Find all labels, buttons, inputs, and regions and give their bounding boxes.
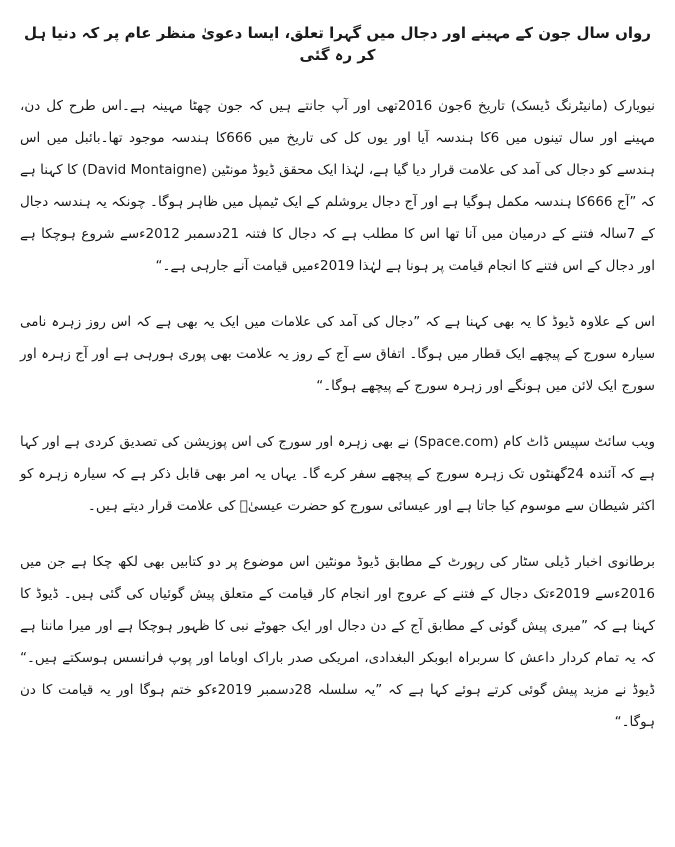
article-title: رواں سال جون کے مہینے اور دجال میں گہرا تعلق، ایسا دعویٰ منظر عام پر کہ دنیا ہل کر رہ گئی: [23, 24, 652, 64]
article-paragraph: نیویارک (مانیٹرنگ ڈیسک) تاریخ 6جون 2016تھی اور آپ جانتے ہیں کہ جون چھٹا مہینہ ہے۔اس طرح کل دن، مہینے اور سال تینوں میں 6کا ہندسہ آیا اور یوں کل کی تاریخ میں 666کا ہندسہ موجود تھا۔بائبل میں اس ہندسے کو دجال کی آمد کی علامت قرار دیا گیا ہے، لہٰذا ایک محقق ڈیوڈ مونٹین (David Montaigne) کا کہنا ہے کہ ”آج 666کا ہندسہ مکمل ہوگیا ہے اور آج دجال یروشلم کے ایک ٹیمپل میں ظاہر ہوگا۔ چونکہ یہ ہندسہ دجال کے 7سالہ فتنے کے درمیان میں آنا تھا اس کا مطلب ہے کہ دجال کا فتنہ 21دسمبر 2012ءسے شروع ہوچکا ہے اور دجال کے اس فتنے کا انجام قیامت پر ہونا ہے لہٰذا 2019ءمیں قیامت آنے جارہی ہے۔“: [20, 98, 655, 274]
article-paragraph: ویب سائٹ سپیس ڈاٹ کام (Space.com) نے بھی زہرہ اور سورج کی اس پوزیشن کی تصدیق کردی ہے اور کہا ہے کہ آئندہ 24گھنٹوں تک زہرہ سورج کے پیچھے سفر کرے گا۔ یہاں یہ امر بھی قابل ذکر ہے کہ سیارہ زہرہ کو اکثر شیطان سے موسوم کیا جاتا ہے اور عیسائی سورج کو حضرت عیسیٰؑ کی علامت قرار دیتے ہیں۔: [20, 434, 656, 514]
article-paragraph: اس کے علاوہ ڈیوڈ کا یہ بھی کہنا ہے کہ ”دجال کی آمد کی علامات میں ایک یہ بھی ہے کہ اس روز زہرہ نامی سیارہ سورج کے پیچھے ایک قطار میں ہوگا۔ اتفاق سے آج کے روز یہ علامت بھی پوری ہورہی ہے اور آج زہرہ اور سورج ایک لائن میں ہونگے اور زہرہ سورج کے پیچھے ہوگا۔“: [20, 314, 655, 394]
article-paragraph: برطانوی اخبار ڈیلی سٹار کی رپورٹ کے مطابق ڈیوڈ مونٹین اس موضوع پر دو کتابیں بھی لکھ چکا ہے جن میں 2016ءسے 2019ءتک دجال کے فتنے کے عروج اور انجام کار قیامت کے متعلق پیش گوئیاں کی گئی ہیں۔ ڈیوڈ کا کہنا ہے کہ ”میری پیش گوئی کے مطابق آج کے دن دجال اور ایک جھوٹے نبی کا ظہور ہوچکا ہے اور میرا ماننا ہے کہ یہ تمام کردار داعش کا سربراہ ابوبکر البغدادی، امریکی صدر باراک اوباما اور پوپ فرانسس ہوسکتے ہیں۔“ ڈیوڈ نے مزید پیش گوئی کرتے ہوئے کہا ہے کہ ”یہ سلسلہ 28دسمبر 2019ءکو ختم ہوگا اور یہ قیامت کا دن ہوگا۔“: [20, 554, 655, 730]
